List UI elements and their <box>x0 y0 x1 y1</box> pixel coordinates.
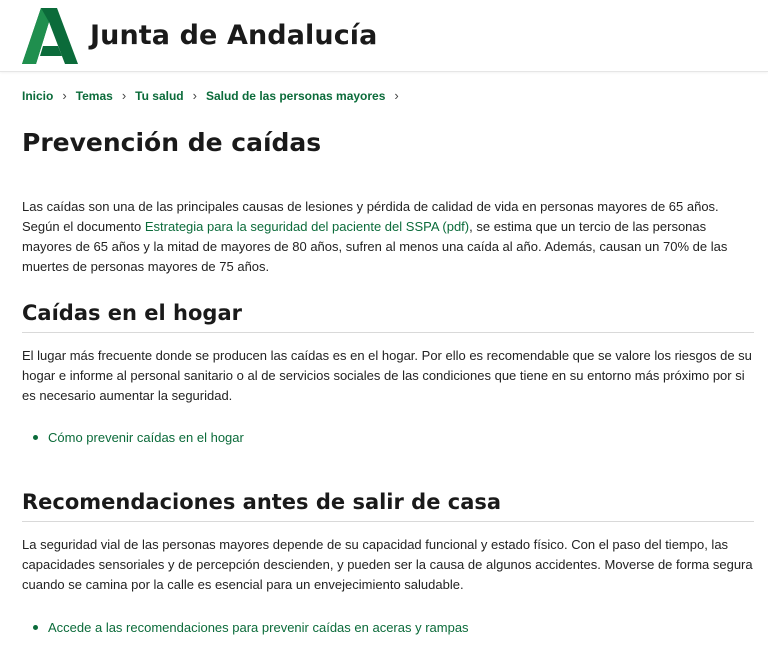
list-item <box>33 430 244 445</box>
section-heading-caidas-hogar: Caídas en el hogar <box>22 301 754 333</box>
breadcrumb-temas[interactable]: Temas <box>75 88 113 103</box>
section-text-antes-salir-casa: La seguridad vial de las personas mayores depende de su capacidad funcional y estado físico. Con el paso del tiempo, las capacidades sensoriales y de percepción descienden, y pueden ser la causa de algunos accidentes. Moverse de forma segura cuando se camina por la calle es esencial para un envejecimiento saludable. <box>22 537 753 592</box>
chevron-right-icon: › <box>192 88 197 103</box>
como-prevenir-caidas-hogar-link[interactable]: Cómo prevenir caídas en el hogar <box>48 430 244 445</box>
site-header <box>0 0 768 72</box>
intro-paragraph <box>22 197 756 277</box>
section-links-caidas-hogar <box>33 430 244 445</box>
bullet-icon <box>33 625 38 630</box>
list-item <box>33 620 469 635</box>
section-links-antes-salir-casa <box>33 620 469 635</box>
breadcrumb <box>22 88 408 103</box>
brand-name[interactable]: Junta de Andalucía <box>90 20 378 51</box>
section-heading-antes-salir-casa: Recomendaciones antes de salir de casa <box>22 490 754 522</box>
junta-andalucia-logo-icon[interactable] <box>22 8 80 64</box>
chevron-right-icon: › <box>62 88 67 103</box>
chevron-right-icon: › <box>121 88 127 103</box>
intro-text-end: , se estima que un tercio de las personas mayores de 65 años y la mitad de mayores de 80 años, sufren al menos una caída al año. Además, causan un 70% de las muertes de personas mayores de 75 años. <box>22 219 728 274</box>
page-title: Prevención de caídas <box>22 128 322 157</box>
breadcrumb-inicio[interactable]: Inicio <box>22 88 54 103</box>
estrategia-seguridad-paciente-link[interactable]: Estrategia para la seguridad del paciente del SSPA (pdf) <box>144 219 470 234</box>
intro-text-start: Las caídas son una de las principales causas de lesiones y pérdida de calidad de vida en personas mayores de 65 años. Según el documento <box>22 199 719 234</box>
bullet-icon <box>33 435 38 440</box>
breadcrumb-salud-personas-mayores[interactable]: Salud de las personas mayores <box>205 88 386 103</box>
section-text-caidas-hogar: El lugar más frecuente donde se producen las caídas es en el hogar. Por ello es recomendable que se valore los riesgos de su hogar e informe al personal sanitario o al de servicios sociales de las condiciones que tiene en su entorno más próximo por si es necesario aumentar la seguridad. <box>22 348 752 403</box>
recomendaciones-aceras-rampas-link[interactable]: Accede a las recomendaciones para prevenir caídas en aceras y rampas <box>48 620 469 635</box>
breadcrumb-tu-salud[interactable]: Tu salud <box>135 88 184 103</box>
chevron-right-icon: › <box>394 88 399 103</box>
